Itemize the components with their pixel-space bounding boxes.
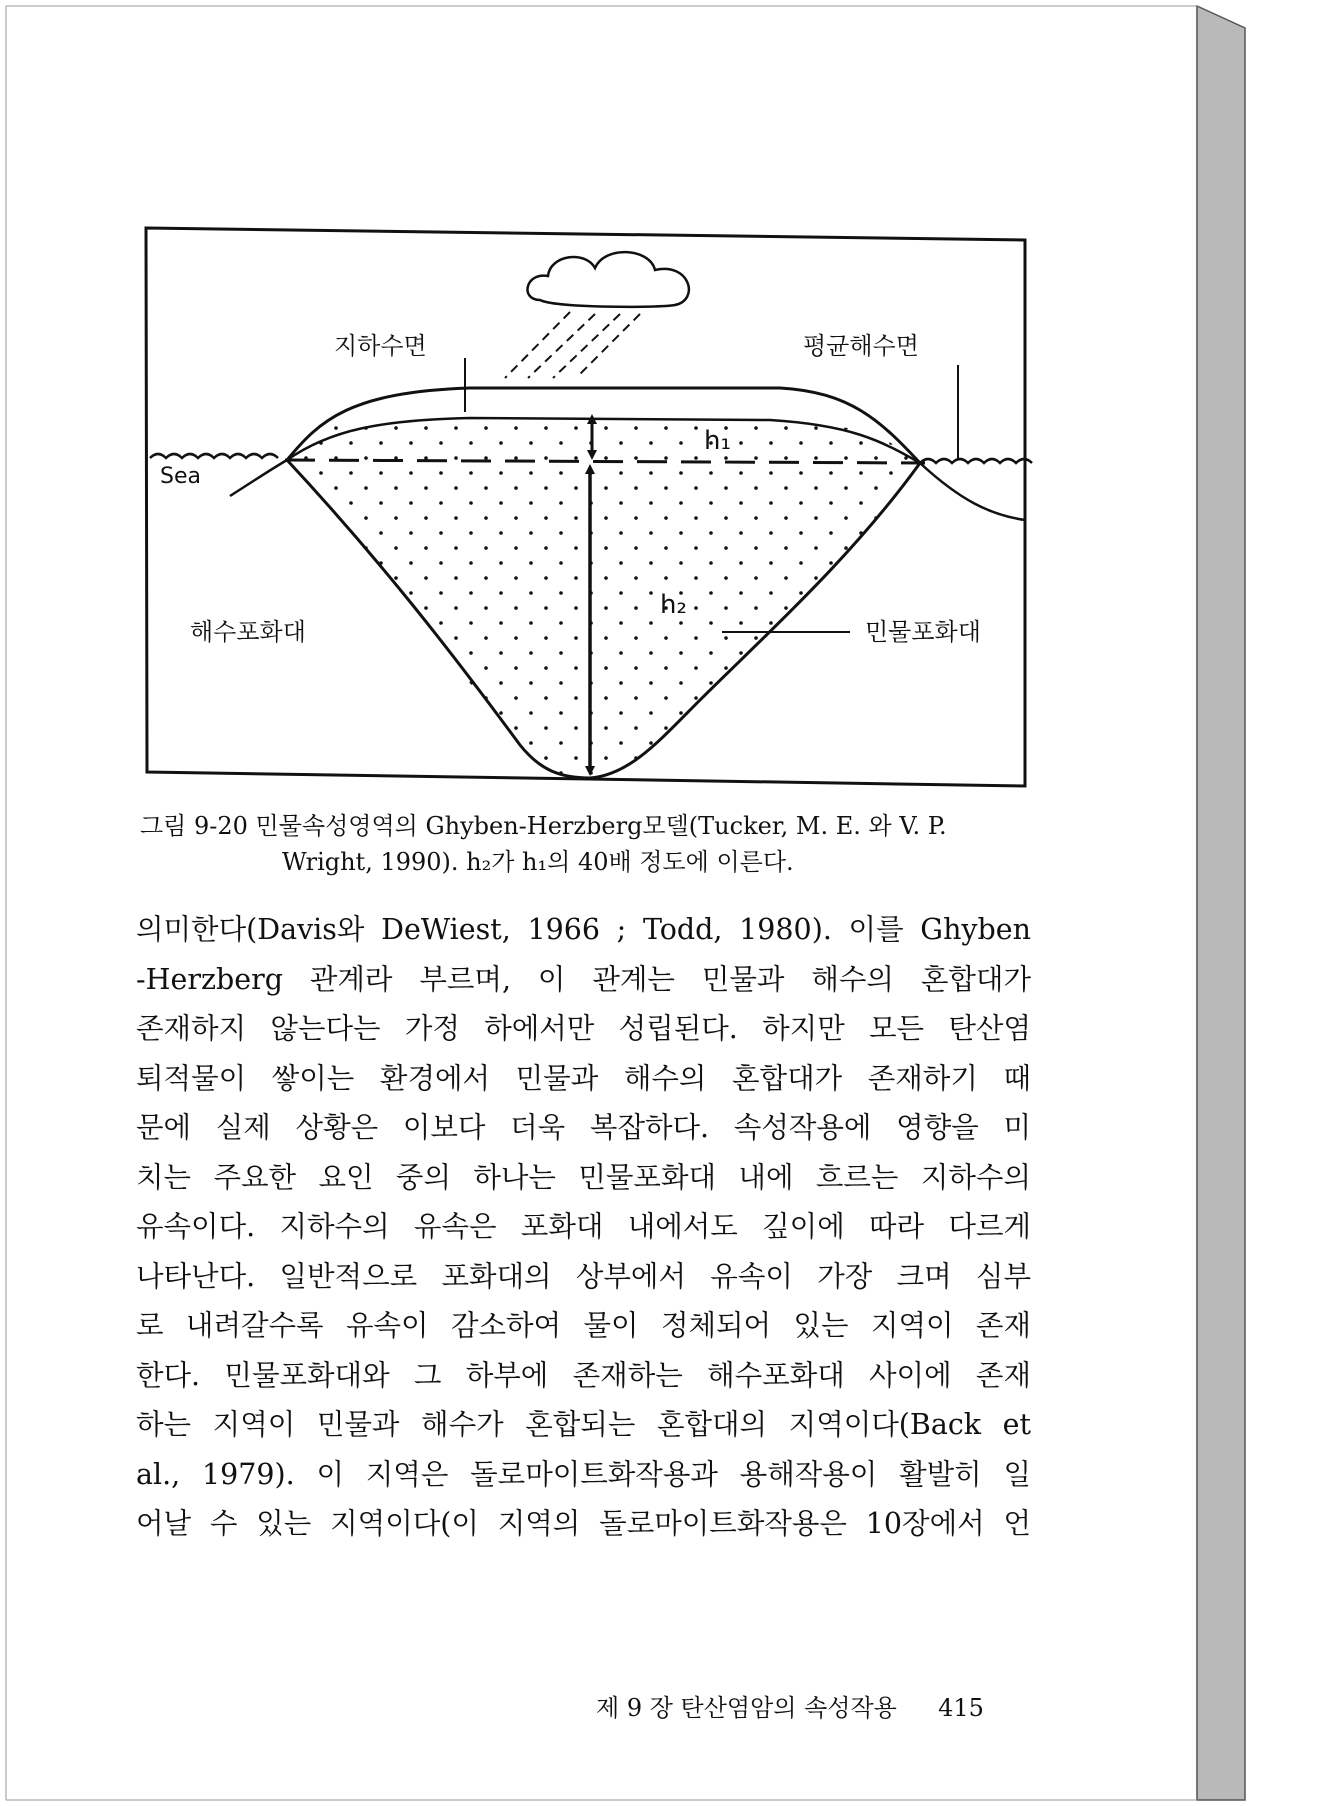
saltwater-zone-label: 해수포화대 xyxy=(190,618,306,646)
body-line: al., 1979). 이 지역은 돌로마이트화작용과 용해작용이 활발히 일 xyxy=(136,1457,1031,1491)
figure-caption xyxy=(140,808,1040,880)
body-line: 유속이다. 지하수의 유속은 포화대 내에서도 깊이에 따라 다르게 xyxy=(136,1210,1031,1243)
sea-waves-left xyxy=(150,454,278,458)
figure-diagram xyxy=(146,228,1032,786)
sea-floor-right xyxy=(920,463,1025,520)
sea-waves-right xyxy=(920,459,1032,463)
page-edge-shadow xyxy=(1197,6,1245,1800)
body-line: 치는 주요한 요인 중의 하나는 민물포화대 내에 흐르는 지하수의 xyxy=(136,1160,1031,1194)
running-footer xyxy=(596,1688,984,1723)
mean-sea-level-label: 평균해수면 xyxy=(803,332,919,360)
body-line: 문에 실제 상황은 이보다 더욱 복잡하다. 속성작용에 영향을 미 xyxy=(136,1111,1031,1144)
caption-line-2: Wright, 1990). h₂가 h₁의 40배 정도에 이른다. xyxy=(282,848,794,876)
body-line: 퇴적물이 쌓이는 환경에서 민물과 해수의 혼합대가 존재하기 때 xyxy=(136,1061,1031,1095)
body-line: 나타난다. 일반적으로 포화대의 상부에서 유속이 가장 크며 심부 xyxy=(136,1259,1031,1293)
body-line: -Herzberg 관계라 부르며, 이 관계는 민물과 해수의 혼합대가 xyxy=(136,962,1031,996)
h1-label: h₁ xyxy=(704,426,731,456)
sea-floor-left xyxy=(230,460,287,496)
body-line: 하는 지역이 민물과 해수가 혼합되는 혼합대의 지역이다(Back et xyxy=(136,1408,1031,1441)
freshwater-lens-dots xyxy=(287,418,920,778)
body-line: 의미한다(Davis와 DeWiest, 1966 ; Todd, 1980). 이를 Ghyben xyxy=(136,913,1031,946)
page-number: 415 xyxy=(938,1694,984,1722)
sea-label: Sea xyxy=(160,464,201,489)
body-line: 로 내려갈수록 유속이 감소하여 물이 정체되어 있는 지역이 존재 xyxy=(136,1309,1031,1342)
h2-label: h₂ xyxy=(660,590,687,620)
rain-cloud xyxy=(528,252,689,307)
freshwater-zone-label: 민물포화대 xyxy=(865,618,981,646)
rain-lines xyxy=(505,312,640,378)
running-title: 제 9 장 탄산염암의 속성작용 xyxy=(596,1694,897,1722)
water-table-label: 지하수면 xyxy=(334,332,427,360)
body-line: 한다. 민물포화대와 그 하부에 존재하는 해수포화대 사이에 존재 xyxy=(136,1358,1031,1392)
body-paragraph xyxy=(136,905,1031,1549)
body-line: 어날 수 있는 지역이다(이 지역의 돌로마이트화작용은 10장에서 언 xyxy=(136,1507,1031,1540)
caption-line-1: 그림 9-20 민물속성영역의 Ghyben-Herzberg모델(Tucker, M. E. 와 V. P. xyxy=(140,812,947,840)
body-line: 존재하지 않는다는 가정 하에서만 성립된다. 하지만 모든 탄산염 xyxy=(136,1012,1031,1045)
